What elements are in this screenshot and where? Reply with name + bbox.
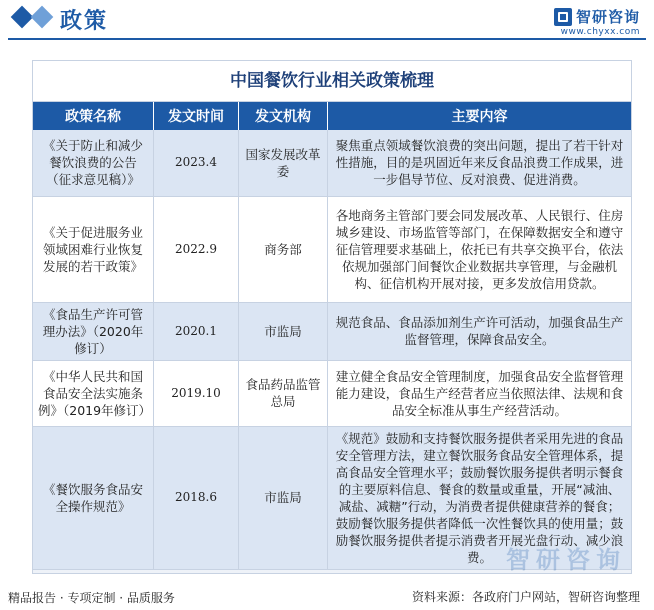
policy-date: 2022.9 [154,196,239,302]
brand-name: 智研咨询 [575,8,640,26]
policy-name: 《餐饮服务食品安全操作规范》 [33,426,154,569]
policy-date: 2019.10 [154,360,239,426]
brand-logo-icon [554,8,572,26]
column-header-name: 政策名称 [33,102,154,130]
policy-content: 规范食品、食品添加剂生产许可活动，加强食品生产监督管理，保障食品安全。 [328,302,632,360]
policy-agency: 国家发展改革委 [239,130,328,196]
policy-table-card [32,60,632,574]
policy-agency: 市监局 [239,426,328,569]
page-footer [0,584,654,610]
policy-date: 2018.6 [154,426,239,569]
policy-name: 《中华人民共和国食品安全法实施条例》（2019年修订） [33,360,154,426]
header-divider [8,38,646,40]
policy-date: 2020.1 [154,302,239,360]
section-title: 政策 [60,9,109,34]
policy-agency: 市监局 [239,302,328,360]
policy-agency: 商务部 [239,196,328,302]
brand-url: www.chyxx.com [560,27,640,37]
column-header-agency: 发文机构 [239,102,328,130]
policy-name: 《食品生产许可管理办法》（2020年修订） [33,302,154,360]
table-row [33,196,631,302]
policy-table [33,102,631,570]
footer-services: 精品报告 · 专项定制 · 品质服务 [8,591,175,605]
policy-agency: 食品药品监管总局 [239,360,328,426]
table-row [33,360,631,426]
table-row [33,302,631,360]
brand-logo [554,6,640,37]
table-row [33,130,631,196]
policy-content: 各地商务主管部门要会同发展改革、人民银行、住房城乡建设、市场监管等部门，在保障数据安全和遵守征信管理要求基础上，依托已有共享交换平台，依法依规加强部门间餐饮企业数据共享管理，与金融机构、征信机构开展对接，更多发放信用贷款。 [328,196,632,302]
diamond-icon [31,6,54,29]
policy-name: 《关于防止和减少餐饮浪费的公告（征求意见稿）》 [33,130,154,196]
policy-name: 《关于促进服务业领域困难行业恢复发展的若干政策》 [33,196,154,302]
policy-date: 2023.4 [154,130,239,196]
footer-source: 资料来源：各政府门户网站，智研咨询整理 [411,590,640,604]
page-header [0,0,654,36]
table-header-row [33,102,631,130]
column-header-date: 发文时间 [154,102,239,130]
table-title: 中国餐饮行业相关政策梳理 [33,61,631,102]
policy-content: 建立健全食品安全管理制度，加强食品安全监督管理能力建设，食品生产经营者应当依照法律、法规和食品安全标准从事生产经营活动。 [328,360,632,426]
watermark-logo: 智研咨询 [506,546,626,574]
column-header-content: 主要内容 [328,102,632,130]
policy-content: 聚焦重点领域餐饮浪费的突出问题，提出了若干针对性措施，目的是巩固近年来反食品浪费工作成果，进一步倡导节位、反对浪费、促进消费。 [328,130,632,196]
policy-content: 《规范》鼓励和支持餐饮服务提供者采用先进的食品安全管理方法，建立餐饮服务食品安全管理体系，提高食品安全管理水平；鼓励餐饮服务提供者明示餐食的主要原料信息、餐食的数量或重量，开展“减油、减盐、减糖”行动，为消费者提供健康营养的餐食；鼓励餐饮服务提供者降低一次性餐饮具的使用量；鼓励餐饮服务提供者提示消费者开展光盘行动、减少浪费。 [328,426,632,569]
